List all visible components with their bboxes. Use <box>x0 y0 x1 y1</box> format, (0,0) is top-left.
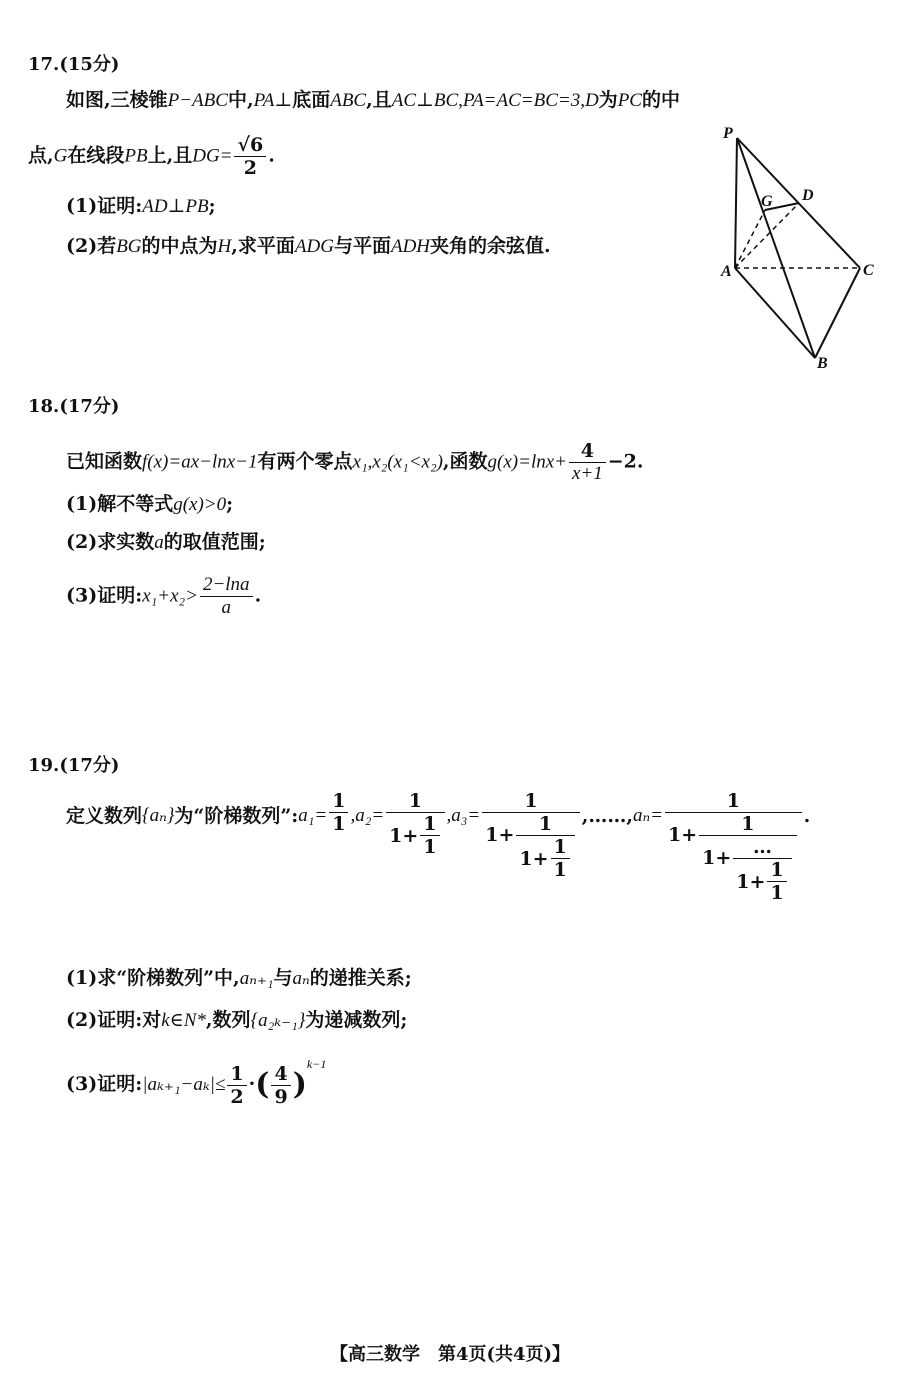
text: . <box>254 584 262 607</box>
math: ,a₃= <box>446 805 481 826</box>
text: 为“阶梯数列”: <box>174 805 299 827</box>
frac-num: 1 <box>538 813 553 835</box>
segment-AD-dashed <box>735 203 799 268</box>
math: g(x)=lnx+ <box>487 451 567 473</box>
frac-den <box>733 858 791 904</box>
text: 1+ <box>702 847 732 869</box>
page-footer: 【高三数学 第4页(共4页)】 <box>329 1344 571 1365</box>
text: 1+ <box>736 870 766 893</box>
text: ,数列 <box>205 1009 251 1031</box>
q19-part2 <box>66 1008 407 1033</box>
math: BG <box>116 236 142 257</box>
edge-PB <box>737 138 815 358</box>
math: ,a₂= <box>350 805 385 826</box>
text: 上,且 <box>147 144 193 167</box>
dg-fraction <box>234 134 266 179</box>
edge-PA <box>735 138 737 268</box>
q18-part3 <box>66 574 261 619</box>
text: 如图,三棱锥 <box>66 89 168 111</box>
edge-CB <box>815 268 860 358</box>
q19-definition <box>66 790 810 904</box>
a2-fraction <box>386 790 444 858</box>
text: (1)证明: <box>66 195 143 217</box>
label-D: D <box>802 187 814 204</box>
label-B: B <box>817 355 828 372</box>
frac-den: 1 <box>551 858 570 881</box>
inner-fraction <box>733 836 791 904</box>
text: 与平面 <box>333 235 391 257</box>
frac-den: 2 <box>227 1085 246 1108</box>
inner-fraction <box>551 836 570 881</box>
text: (1)求“阶梯数列”中, <box>66 967 240 989</box>
math: AC⊥BC,PA=AC=BC=3,D <box>391 90 599 111</box>
label-P: P <box>723 125 733 142</box>
math: |aₖ₊₁−aₖ|≤ <box>142 1074 226 1095</box>
frac-den: x+1 <box>569 462 606 485</box>
text: 为 <box>598 89 618 111</box>
text: ,求平面 <box>231 235 295 257</box>
text: 为递减数列; <box>305 1009 408 1031</box>
text: ,且 <box>366 89 392 111</box>
edge-AB <box>735 268 815 358</box>
an-fraction <box>665 790 802 904</box>
text: ,……, <box>581 805 633 827</box>
text: ; <box>226 493 234 515</box>
frac-num: 4 <box>274 1062 288 1085</box>
text: ; <box>208 195 216 217</box>
four-ninths-fraction <box>271 1063 290 1108</box>
math: H <box>217 236 232 257</box>
half-fraction <box>227 1063 246 1108</box>
q17-part1 <box>66 194 216 219</box>
exponent <box>307 1057 326 1071</box>
label-C: C <box>863 262 874 279</box>
frac-num: 1 <box>741 813 755 835</box>
math: aₙ₊₁ <box>239 968 274 989</box>
p3-fraction <box>200 574 253 619</box>
text: 1+ <box>668 824 698 846</box>
math: PB <box>124 145 148 167</box>
q17-statement-line1 <box>66 88 680 113</box>
math: f(x)=ax−lnx−1 <box>142 451 258 473</box>
math: x₁,x₂(x₁<x₂) <box>352 451 443 473</box>
frac-den <box>699 835 797 904</box>
frac-num: 1 <box>230 1062 244 1085</box>
frac-den: a <box>200 596 253 619</box>
frac-num: 1 <box>332 790 346 812</box>
g-fraction <box>569 440 606 485</box>
paren-open: ( <box>255 1067 270 1102</box>
text: (2)若 <box>66 235 117 257</box>
frac-num: 1 <box>423 813 437 835</box>
math: k−1 <box>306 1057 327 1071</box>
q17-header: 17.(15分) <box>28 54 120 75</box>
math: aₙ <box>292 968 310 989</box>
q19-part1 <box>66 966 412 991</box>
math: ADG <box>294 236 334 257</box>
q17-part2 <box>66 234 551 259</box>
frac-num: √6 <box>237 134 264 156</box>
math: ADH <box>390 236 431 257</box>
text: 的中 <box>641 89 680 111</box>
segment-AG-dashed <box>735 210 765 268</box>
text: . <box>268 144 275 167</box>
frac-num: 1 <box>524 790 538 812</box>
q18-header: 18.(17分) <box>28 396 120 417</box>
math: {a₂ₖ₋₁} <box>250 1010 306 1031</box>
math: PC <box>617 90 642 111</box>
q17-statement-line2 <box>28 134 275 179</box>
math: a₁= <box>298 805 328 826</box>
text: 与 <box>273 967 293 989</box>
text: 中, <box>227 89 254 111</box>
frac-num: … <box>752 836 772 858</box>
text: 1+ <box>485 824 515 846</box>
q18-part1 <box>66 492 233 517</box>
math: DG= <box>192 145 233 167</box>
text: 点, <box>28 144 54 167</box>
inner-fraction <box>699 813 797 904</box>
frac-den <box>665 812 802 904</box>
text: (3)证明: <box>66 1073 143 1095</box>
frac-den: 1 <box>329 812 348 835</box>
frac-num: 4 <box>580 440 594 462</box>
inner-fraction <box>767 859 786 904</box>
text: 有两个零点 <box>257 450 353 473</box>
text: 的取值范围; <box>163 531 266 553</box>
frac-den: 1 <box>767 881 786 904</box>
frac-den <box>386 812 444 858</box>
text: (2)证明:对 <box>66 1009 162 1031</box>
text: 已知函数 <box>66 450 143 473</box>
q18-part2 <box>66 530 266 555</box>
text: (2)求实数 <box>66 531 155 553</box>
label-A: A <box>721 263 732 280</box>
math: aₙ= <box>632 805 663 826</box>
paren-close: ) <box>292 1067 307 1102</box>
math: P−ABC <box>167 90 228 111</box>
frac-den <box>516 835 574 881</box>
text: −2. <box>607 450 644 473</box>
frac-den: 9 <box>271 1085 290 1108</box>
inner-fraction <box>516 813 574 881</box>
text: 定义数列 <box>66 805 143 827</box>
frac-den: 1 <box>420 835 439 858</box>
text: 夹角的余弦值. <box>430 235 551 257</box>
math: PA⊥ <box>253 90 293 111</box>
pyramid-figure <box>715 118 890 373</box>
math: x₁+x₂> <box>142 585 198 607</box>
math: AD⊥PB <box>142 196 209 217</box>
math: a <box>154 532 164 553</box>
text: · <box>248 1073 256 1095</box>
a1-fraction <box>329 790 348 835</box>
frac-den <box>482 812 580 881</box>
q19-header: 19.(17分) <box>28 755 120 776</box>
frac-num: 1 <box>770 859 784 881</box>
text: 的递推关系; <box>309 967 412 989</box>
text: ,函数 <box>442 450 488 473</box>
frac-num: 1 <box>726 790 740 812</box>
label-G: G <box>761 193 773 210</box>
frac-num: 2−lna <box>202 574 250 595</box>
text: . <box>803 805 811 827</box>
math: k∈N* <box>161 1010 206 1031</box>
math: ABC <box>330 90 367 111</box>
a3-fraction <box>482 790 580 881</box>
math: G <box>53 145 68 167</box>
q19-part3 <box>66 1052 326 1108</box>
text: 的中点为 <box>141 235 218 257</box>
math: g(x)>0 <box>173 494 227 515</box>
text: 1+ <box>389 824 419 847</box>
text: (3)证明: <box>66 584 143 607</box>
inner-fraction <box>420 813 439 858</box>
text: 1+ <box>519 847 549 870</box>
frac-den: 2 <box>234 156 266 179</box>
text: 在线段 <box>67 144 125 167</box>
math: {aₙ} <box>142 805 175 826</box>
q18-intro <box>66 440 644 485</box>
frac-num: 1 <box>408 790 422 812</box>
frac-num: 1 <box>553 836 567 858</box>
text: (1)解不等式 <box>66 493 174 515</box>
text: 底面 <box>292 89 331 111</box>
